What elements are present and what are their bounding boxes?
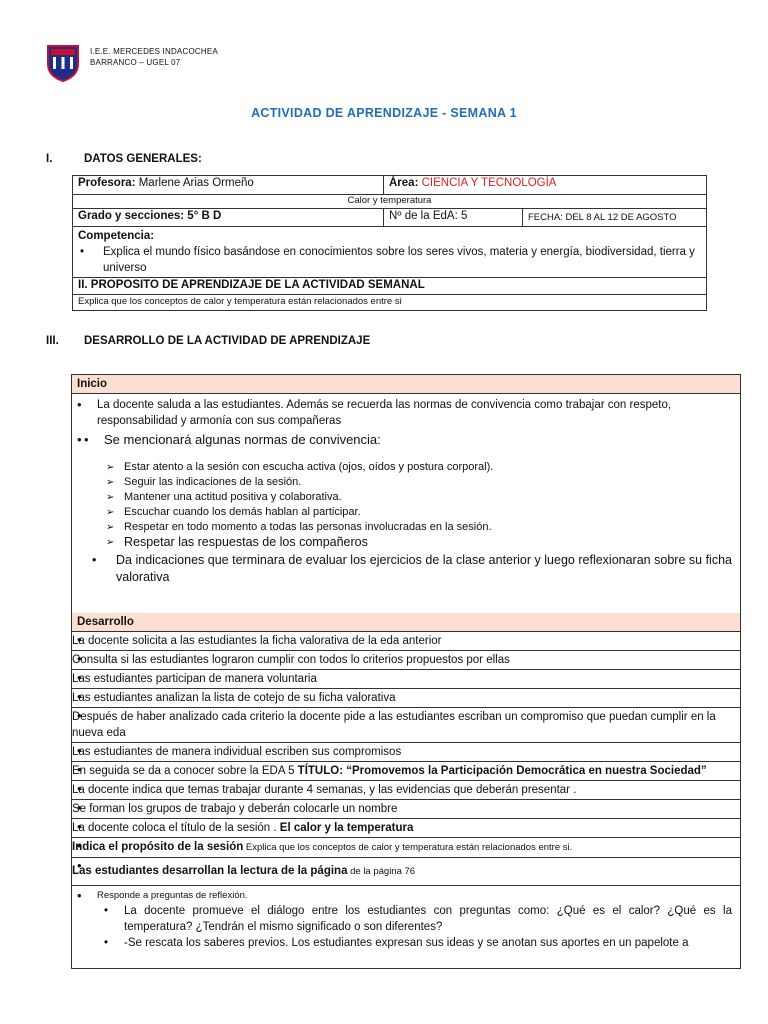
area-cell: Área: CIENCIA Y TECNOLOGÍA (384, 176, 707, 195)
normas-title: • • Se mencionará algunas normas de convivencia: (72, 432, 740, 448)
titulo-item: • La docente coloca el título de la sesión . El calor y la temperatura (72, 819, 740, 838)
inicio-header: Inicio (72, 375, 740, 394)
school-info (90, 46, 218, 68)
school-logo (46, 44, 80, 82)
semanas-item: • La docente indica que temas trabajar durante 4 semanas, y las evidencias que deberán presentar . (72, 781, 740, 800)
desarrollo-box (71, 613, 741, 969)
norma-item: ➢ Respetar las respuestas de los compañeros (72, 535, 740, 550)
eda-item: • En seguida se da a conocer sobre la EDA 5 TÍTULO: “Promovemos la Participación Democrática en nuestra Sociedad” (72, 762, 740, 781)
grupos-item: • Se forman los grupos de trabajo y deberán colocarle un nombre (72, 800, 740, 819)
lectura-item: • Las estudiantes desarrollan la lectura de la página de la página 76 (72, 858, 740, 886)
school-name: I.E.E. MERCEDES INDACOCHEA (90, 47, 218, 56)
norma-item: ➢ Escuchar cuando los demás hablan al participar. (72, 505, 740, 520)
desarrollo-list (72, 632, 740, 762)
saberes-item: • -Se rescata los saberes previos. Los estudiantes expresan sus ideas y se anotan sus aportes en un papelote a (104, 937, 689, 949)
inicio-intro: • La docente saluda a las estudiantes. Además se recuerda las normas de convivencia como trabajar con respeto, responsabilidad y armonía con sus compañeras (72, 397, 740, 429)
fecha-cell: FECHA: DEL 8 AL 12 DE AGOSTO (523, 209, 707, 227)
competencia-cell: Competencia: • Explica el mundo físico basándose en conocimientos sobre los seres vivos, materia y energía, biodiversidad, tierra y universo (73, 227, 707, 278)
desarrollo-item: • Las estudiantes participan de manera voluntaria (72, 670, 740, 689)
page-title: ACTIVIDAD DE APRENDIZAJE - SEMANA 1 (251, 106, 517, 120)
desarrollo-item: • La docente solicita a las estudiantes la ficha valorativa de la eda anterior (72, 632, 740, 651)
normas-list (72, 460, 740, 535)
desarrollo-item: • Consulta si las estudiantes lograron cumplir con todos lo criterios propuestos por ellas (72, 651, 740, 670)
general-data-table (72, 175, 707, 311)
grado-cell: Grado y secciones: 5° B D (73, 209, 384, 227)
dialogo-item: • La docente promueve el diálogo entre los estudiantes con preguntas como: ¿Qué es el calor? ¿Qué es la temperatura? ¿Tendrán el mismo significado o son diferentes? (104, 905, 732, 933)
desarrollo-header: Desarrollo (72, 613, 740, 632)
desarrollo-item: • Las estudiantes de manera individual escriben sus compromisos (72, 743, 740, 762)
responde-item: • Responde a preguntas de reflexión. (72, 889, 740, 903)
desarrollo-item: • Las estudiantes analizan la lista de cotejo de su ficha valorativa (72, 689, 740, 708)
norma-item: ➢ Estar atento a la sesión con escucha activa (ojos, oídos y postura corporal). (72, 460, 740, 475)
eda-cell: Nº de la EdA: 5 (384, 209, 523, 227)
topic-cell: Calor y temperatura (73, 195, 707, 209)
school-ugel: BARRANCO – UGEL 07 (90, 58, 181, 67)
norma-item: ➢ Mantener una actitud positiva y colaborativa. (72, 490, 740, 505)
proposito-item: • Indica el propósito de la sesión Explica que los conceptos de calor y temperatura están relacionados entre si. (72, 838, 740, 858)
desarrollo-item: • Después de haber analizado cada criterio la docente pide a las estudiantes escriban un compromiso que puedan cumplir en la nueva eda (72, 708, 740, 743)
proposito-header: II. PROPOSITO DE APRENDIZAJE DE LA ACTIVIDAD SEMANAL (73, 278, 707, 295)
inicio-closing: • Da indicaciones que terminara de evaluar los ejercicios de la clase anterior y luego reflexionaran sobre su ficha valorativa (92, 553, 732, 584)
norma-item: ➢ Seguir las indicaciones de la sesión. (72, 475, 740, 490)
section-desarrollo-actividad: III. DESARROLLO DE LA ACTIVIDAD DE APRENDIZAJE (46, 335, 371, 347)
norma-item: ➢ Respetar en todo momento a todas las personas involucradas en la sesión. (72, 520, 740, 535)
section-datos-generales: I. DATOS GENERALES: (46, 153, 202, 165)
inicio-box (71, 374, 741, 615)
profesora-cell: Profesora: Marlene Arias Ormeño (73, 176, 384, 195)
proposito-text: Explica que los conceptos de calor y temperatura están relacionados entre si (73, 295, 707, 311)
